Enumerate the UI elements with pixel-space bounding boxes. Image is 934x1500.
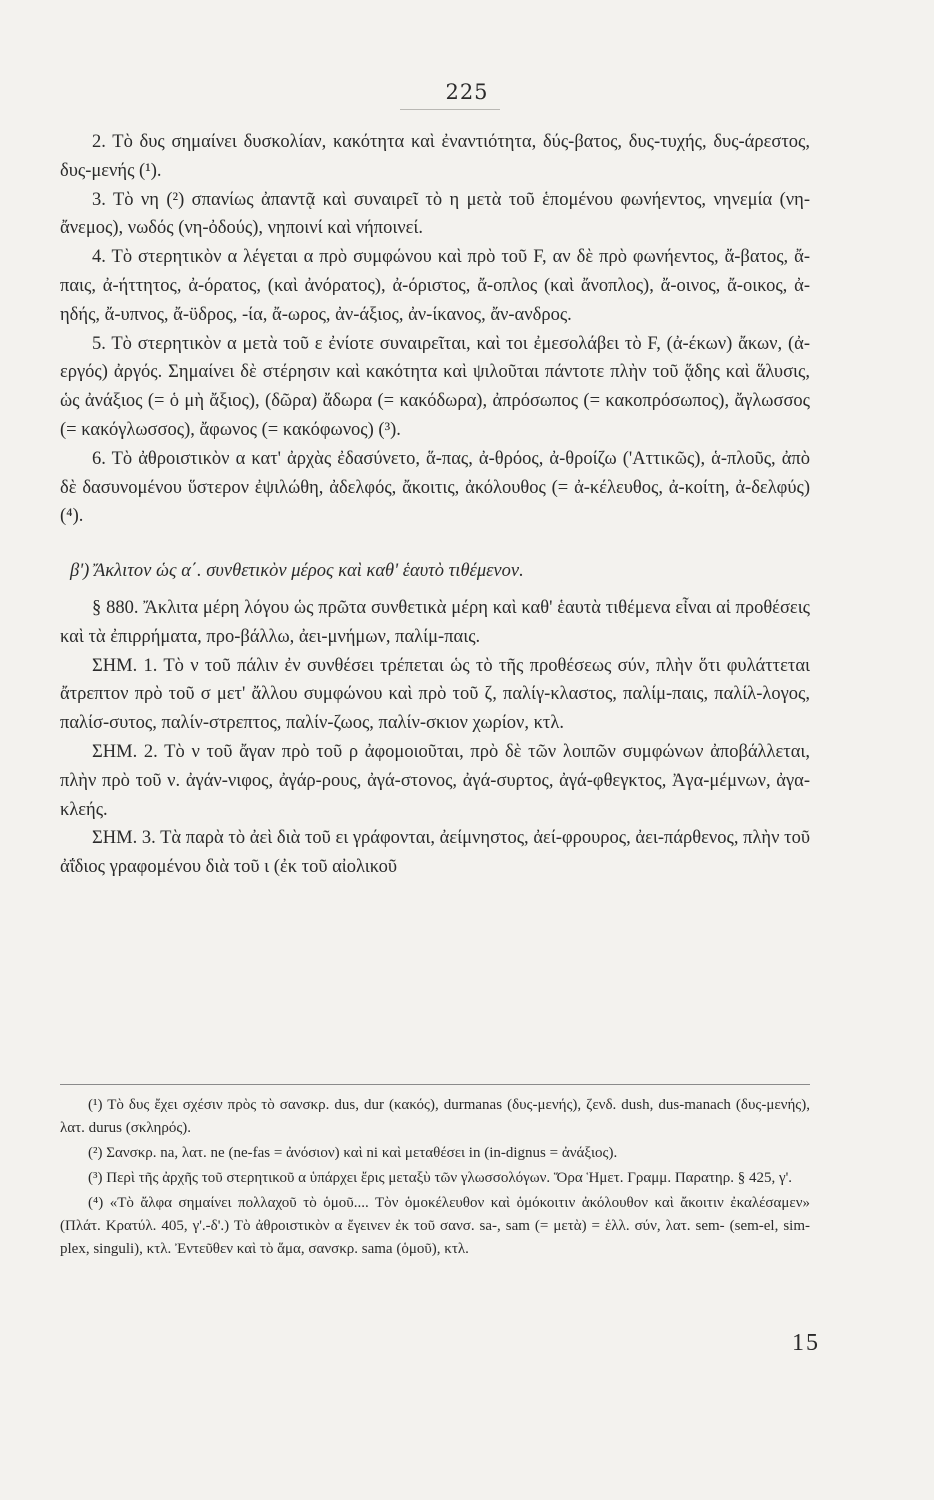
page-number: 225 — [445, 80, 489, 104]
main-text — [60, 128, 810, 882]
paragraph-4: 4. Τὸ στερητικὸν α λέγεται α πρὸ συμφώνου καὶ πρὸ τοῦ F, αν δὲ πρὸ φωνήεντος, ἄ-βατος, ἄ-παις, ἀ-ήττητος, ἀ-όρατος, (καὶ ἀνόρατος), ἀ-όριστος, ἄ-οπλος (καὶ ἄνοπλος), ἄ-οινος, ἄ-οικος, ἀ-ηδής, ἄ-υπνος, ἄ-ϋδρος, -ία, ἄ-ωρος, ἀν-άξιος, ἀν-ίκανος, ἄν-ανδρος. — [60, 247, 810, 325]
subsection-heading: β') Ἄκλιτον ὡς α΄. συνθετικὸν μέρος καὶ καθ' ἑαυτὸ τιθέμενον. — [70, 561, 524, 582]
footnotes — [60, 1094, 810, 1263]
footnote-2: (²) Σανσκρ. na, λατ. ne (ne-fas = ἀνόσιον) καὶ ni καὶ μεταθέσει in (in-dignus = ἀνάξιος). — [88, 1145, 618, 1161]
footnote-3: (³) Περὶ τῆς ἀρχῆς τοῦ στερητικοῦ α ὑπάρχει ἔρις μεταξὺ τῶν γλωσσολόγων. Ὅρα Ἡμετ. Γραμμ. Παρατηρ. § 425, γ'. — [88, 1170, 793, 1186]
footnote-rule — [60, 1084, 810, 1085]
paragraph-6: 6. Τὸ ἀθροιστικὸν α κατ' ἀρχὰς ἐδασύνετο, ἅ-πας, ἀ-θρόος, ἀ-θροίζω ('Αττικῶς), ἁ-πλοῦς, ἀπὸ δὲ δασυνομένου ὕστερον ἐψιλώθη, ἀδελφός, ἄκοιτις, ἀκόλουθος (= ἀ-κέλευθος, ἀ-κοίτη, ἀ-δελφύς) (⁴). — [60, 448, 810, 527]
signature-mark: 15 — [792, 1330, 820, 1356]
section-880: § 880. Ἄκλιτα μέρη λόγου ὡς πρῶτα συνθετικὰ μέρη καὶ καθ' ἑαυτὰ τιθέμενα εἶναι αἱ προθέσεις καὶ τὰ ἐπιρρήματα, προ-βάλλω, ἀει-μνήμων, παλίμ-παις. — [60, 597, 810, 647]
paragraph-2: 2. Τὸ δυς σημαίνει δυσκολίαν, κακότητα καὶ ἐναντιότητα, δύς-βατος, δυς-τυχής, δυς-άρεστος, δυς-μενής (¹). — [60, 132, 810, 181]
page-number-rule — [400, 109, 500, 110]
paragraph-5: 5. Τὸ στερητικὸν α μετὰ τοῦ ε ἐνίοτε συναιρεῖται, καὶ τοι ἐμεσολάβει τὸ F, (ἀ-έκων) ἄκων, (ἀ-εργός) ἀργός. Σημαίνει δὲ στέρησιν καὶ κακότητα καὶ ψιλοῦται πάντοτε πλὴν τοῦ ᾅδης καὶ ἅλυσις, ὡς ἀνάξιος (= ὁ μὴ ἄξιος), (δῶρα) ἄδωρα (= κακόδωρα), ἀπρόσωπος (= κακοπρόσωπος), ἄγλωσσος (= κακόγλωσσος), ἄφωνος (= κακόφωνος) (³). — [60, 333, 810, 440]
note-1: ΣΗΜ. 1. Τὸ ν τοῦ πάλιν ἐν συνθέσει τρέπεται ὡς τὸ τῆς προθέσεως σύν, πλὴν ὅτι φυλάττεται ἄτρεπτον πρὸ τοῦ σ μετ' ἄλλου συμφώνου καὶ πρὸ τοῦ ζ, παλίγ-κλαστος, παλίμ-παις, παλίλ-λογος, παλίσ-συτος, παλίν-στρεπτος, παλίν-ζωος, παλίν-σκιον χωρίον, κτλ. — [60, 655, 810, 734]
footnote-4: (⁴) «Τὸ ἄλφα σημαίνει πολλαχοῦ τὸ ὁμοῦ.... Τὸν ὁμοκέλευθον καὶ ὁμόκοιτιν ἀκόλουθον καὶ ἄκοιτιν ἐκαλέσαμεν» (Πλάτ. Κρατύλ. 405, γ'.-δ'.) Τὸ ἀθροιστικὸν α ἔγεινεν ἐκ τοῦ σανσ. sa-, sam (= μετὰ) = ἑλλ. σύν, λατ. sem- (sem-el, sim-plex, singuli), κτλ. Ἐντεῦθεν καὶ τὸ ἅμα, σανσκρ. sama (ὁμοῦ), κτλ. — [60, 1195, 810, 1257]
note-3: ΣΗΜ. 3. Τὰ παρὰ τὸ ἀεὶ διὰ τοῦ ει γράφονται, ἀείμνηστος, ἀεί-φρουρος, ἀει-πάρθενος, πλὴν τοῦ ἀΐδιος γραφομένου διὰ τοῦ ι (ἐκ τοῦ αἰολικοῦ — [60, 828, 810, 878]
paragraph-3: 3. Τὸ νη (²) σπανίως ἀπαντᾷ καὶ συναιρεῖ τὸ η μετὰ τοῦ ἑπομένου φωνήεντος, νηνεμία (νη-ἄνεμος), νωδός (νη-ὀδούς), νηποινί καὶ νήποινεί. — [60, 189, 810, 239]
note-2: ΣΗΜ. 2. Τὸ ν τοῦ ἄγαν πρὸ τοῦ ρ ἀφομοιοῦται, πρὸ δὲ τῶν λοιπῶν συμφώνων ἀποβάλλεται, πλὴν πρὸ τοῦ ν. ἀγάν-νιφος, ἀγάρ-ρους, ἀγά-στονος, ἀγά-συρτος, ἀγά-φθεγκτος, Ἀγα-μέμνων, ἀγα-κλεής. — [60, 741, 810, 820]
footnote-1: (¹) Τὸ δυς ἔχει σχέσιν πρὸς τὸ σανσκρ. dus, dur (κακός), durmanas (δυς-μενής), ζενδ. dush, dus-manach (δυς-μενής), λατ. durus (σκληρός). — [60, 1097, 810, 1136]
